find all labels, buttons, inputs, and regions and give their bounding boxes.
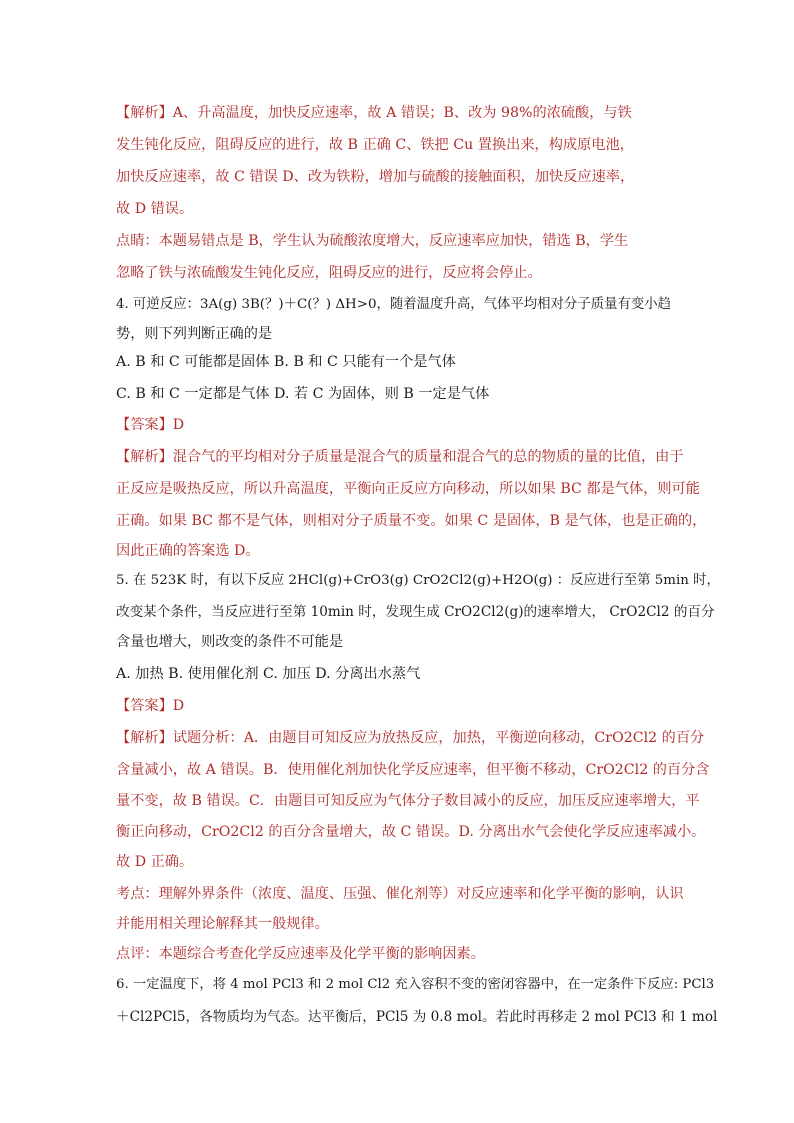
analysis-5-line-5: 故 D 正确。: [116, 854, 194, 870]
analysis-4-line-1: 【解析】混合气的平均相对分子质量是混合气的质量和混合气的总的物质的量的比值，由于: [116, 449, 684, 465]
question-4-line-1: 4. 可逆反应：3A(g) 3B(？)＋C(？) ΔH>0，随着温度升高，气体平均相对分子质量有变小趋: [116, 297, 672, 312]
analysis-3-line-2: 发生钝化反应，阻碍反应的进行，故 B 正确 C、铁把 Cu 置换出来，构成原电池，: [116, 137, 634, 153]
comment-line: 点评：本题综合考查化学反应速率及化学平衡的影响因素。: [116, 946, 485, 962]
note-line-1: 点睛：本题易错点是 B，学生认为硫酸浓度增大，反应速率应加快，错选 B，学生: [116, 233, 629, 249]
analysis-5-line-3: 量不变，故 B 错误。C．由题目可知反应为气体分子数目减小的反应，加压反应速率增大，平: [116, 793, 700, 809]
question-5-line-2: 改变某个条件，当反应进行至第 10min 时，发现生成 CrO2Cl2(g)的速率增大， CrO2Cl2 的百分: [116, 604, 715, 620]
analysis-5-line-1: 【解析】试题分析：A．由题目可知反应为放热反应，加热，平衡逆向移动，CrO2Cl2 的百分: [116, 730, 705, 746]
question-4-options-cd: C. B 和 C 一定都是气体 D. 若 C 为固体，则 B 一定是气体: [116, 386, 490, 402]
analysis-3-line-1: 【解析】A、升高温度，加快反应速率，故 A 错误；B、改为 98%的浓硫酸，与铁: [116, 105, 632, 121]
question-4-line-2: 势，则下列判断正确的是: [116, 326, 273, 342]
analysis-5-line-2: 含量减小，故 A 错误。B．使用催化剂加快化学反应速率，但平衡不移动，CrO2Cl2 的百分含: [116, 762, 710, 778]
exam-point-line-2: 并能用相关理论解释其一般规律。: [116, 916, 329, 932]
analysis-5-line-4: 衡正向移动，CrO2Cl2 的百分含量增大，故 C 错误。D. 分离出水气会使化学反应速率减小。: [116, 824, 706, 840]
question-6-line-1: 6. 一定温度下，将 4 mol PCl3 和 2 mol Cl2 充入容积不变的密闭容器中，在一定条件下反应: PCl3: [116, 977, 715, 992]
analysis-3-line-4: 故 D 错误。: [116, 201, 194, 217]
question-5-options: A. 加热 B. 使用催化剂 C. 加压 D. 分离出水蒸气: [116, 666, 421, 682]
question-5-line-3: 含量也增大，则改变的条件不可能是: [116, 634, 344, 650]
question-5-line-1: 5. 在 523K 时，有以下反应 2HCl(g)+CrO3(g) CrO2Cl2(g)+H2O(g) ：反应进行至第 5min 时，: [116, 573, 720, 588]
analysis-3-line-3: 加快反应速率，故 C 错误 D、改为铁粉，增加与硫酸的接触面积，加快反应速率，: [116, 169, 635, 185]
answer-5: 【答案】D: [116, 698, 185, 714]
analysis-4-line-4: 因此正确的答案选 D。: [116, 543, 260, 559]
analysis-4-line-3: 正确。如果 BC 都不是气体，则相对分子质量不变。如果 C 是固体，B 是气体，也是正确的，: [116, 513, 707, 529]
exam-point-line-1: 考点：理解外界条件（浓度、温度、压强、催化剂等）对反应速率和化学平衡的影响，认识: [116, 886, 684, 902]
analysis-4-line-2: 正反应是吸热反应，所以升高温度，平衡向正反应方向移动，所以如果 BC 都是气体，则可能: [116, 481, 700, 497]
question-6-line-2: ＋Cl2PCl5，各物质均为气态。达平衡后，PCl5 为 0.8 mol。若此时再移走 2 mol PCl3 和 1 mol: [116, 1009, 718, 1025]
note-line-2: 忽略了铁与浓硫酸发生钝化反应，阻碍反应的进行，反应将会停止。: [116, 265, 542, 281]
answer-4: 【答案】D: [116, 417, 185, 433]
question-4-options-ab: A. B 和 C 可能都是固体 B. B 和 C 只能有一个是气体: [116, 354, 456, 370]
